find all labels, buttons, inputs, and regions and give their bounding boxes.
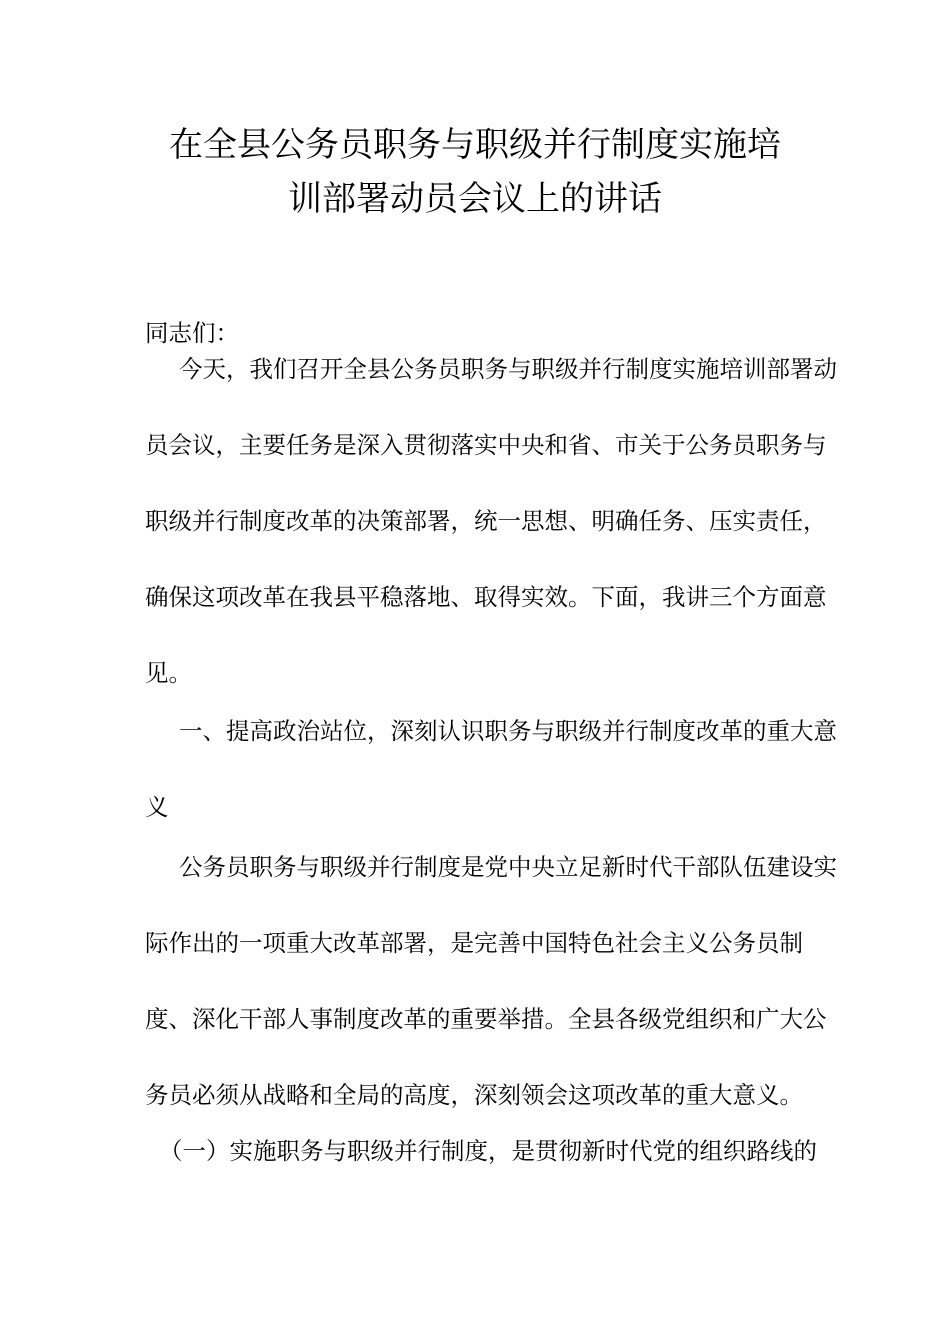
salutation: 同志们： [145,319,239,347]
section-heading-1-line-1: 一、提高政治站位，深刻认识职务与职级并行制度改革的重大意 [179,717,837,745]
paragraph-3-line-1: 公务员职务与职级并行制度是党中央立足新时代干部队伍建设实 [179,853,837,881]
paragraph-3-line-3: 度、深化干部人事制度改革的重要举措。全县各级党组织和广大公 [145,1005,827,1033]
paragraph-1-line-3: 职级并行制度改革的决策部署，统一思想、明确任务、压实责任， [145,507,827,535]
title-line-1: 在全县公务员职务与职级并行制度实施培 [169,125,781,165]
subsection-heading-1-line-1: （一）实施职务与职级并行制度，是贯彻新时代党的组织路线的 [159,1137,817,1165]
section-heading-1-line-2: 义 [145,793,169,821]
document-title [145,118,805,226]
paragraph-3-line-4: 务员必须从战略和全局的高度，深刻领会这项改革的重大意义。 [145,1081,803,1109]
paragraph-1-line-4: 确保这项改革在我县平稳落地、取得实效。下面，我讲三个方面意 [145,583,827,611]
paragraph-3-line-2: 际作出的一项重大改革部署，是完善中国特色社会主义公务员制 [145,929,803,957]
title-line-2: 训部署动员会议上的讲话 [288,179,662,219]
paragraph-1-line-1: 今天，我们召开全县公务员职务与职级并行制度实施培训部署动 [179,355,837,383]
paragraph-1-line-5: 见。 [145,659,192,687]
paragraph-1-line-2: 员会议，主要任务是深入贯彻落实中央和省、市关于公务员职务与 [145,431,827,459]
